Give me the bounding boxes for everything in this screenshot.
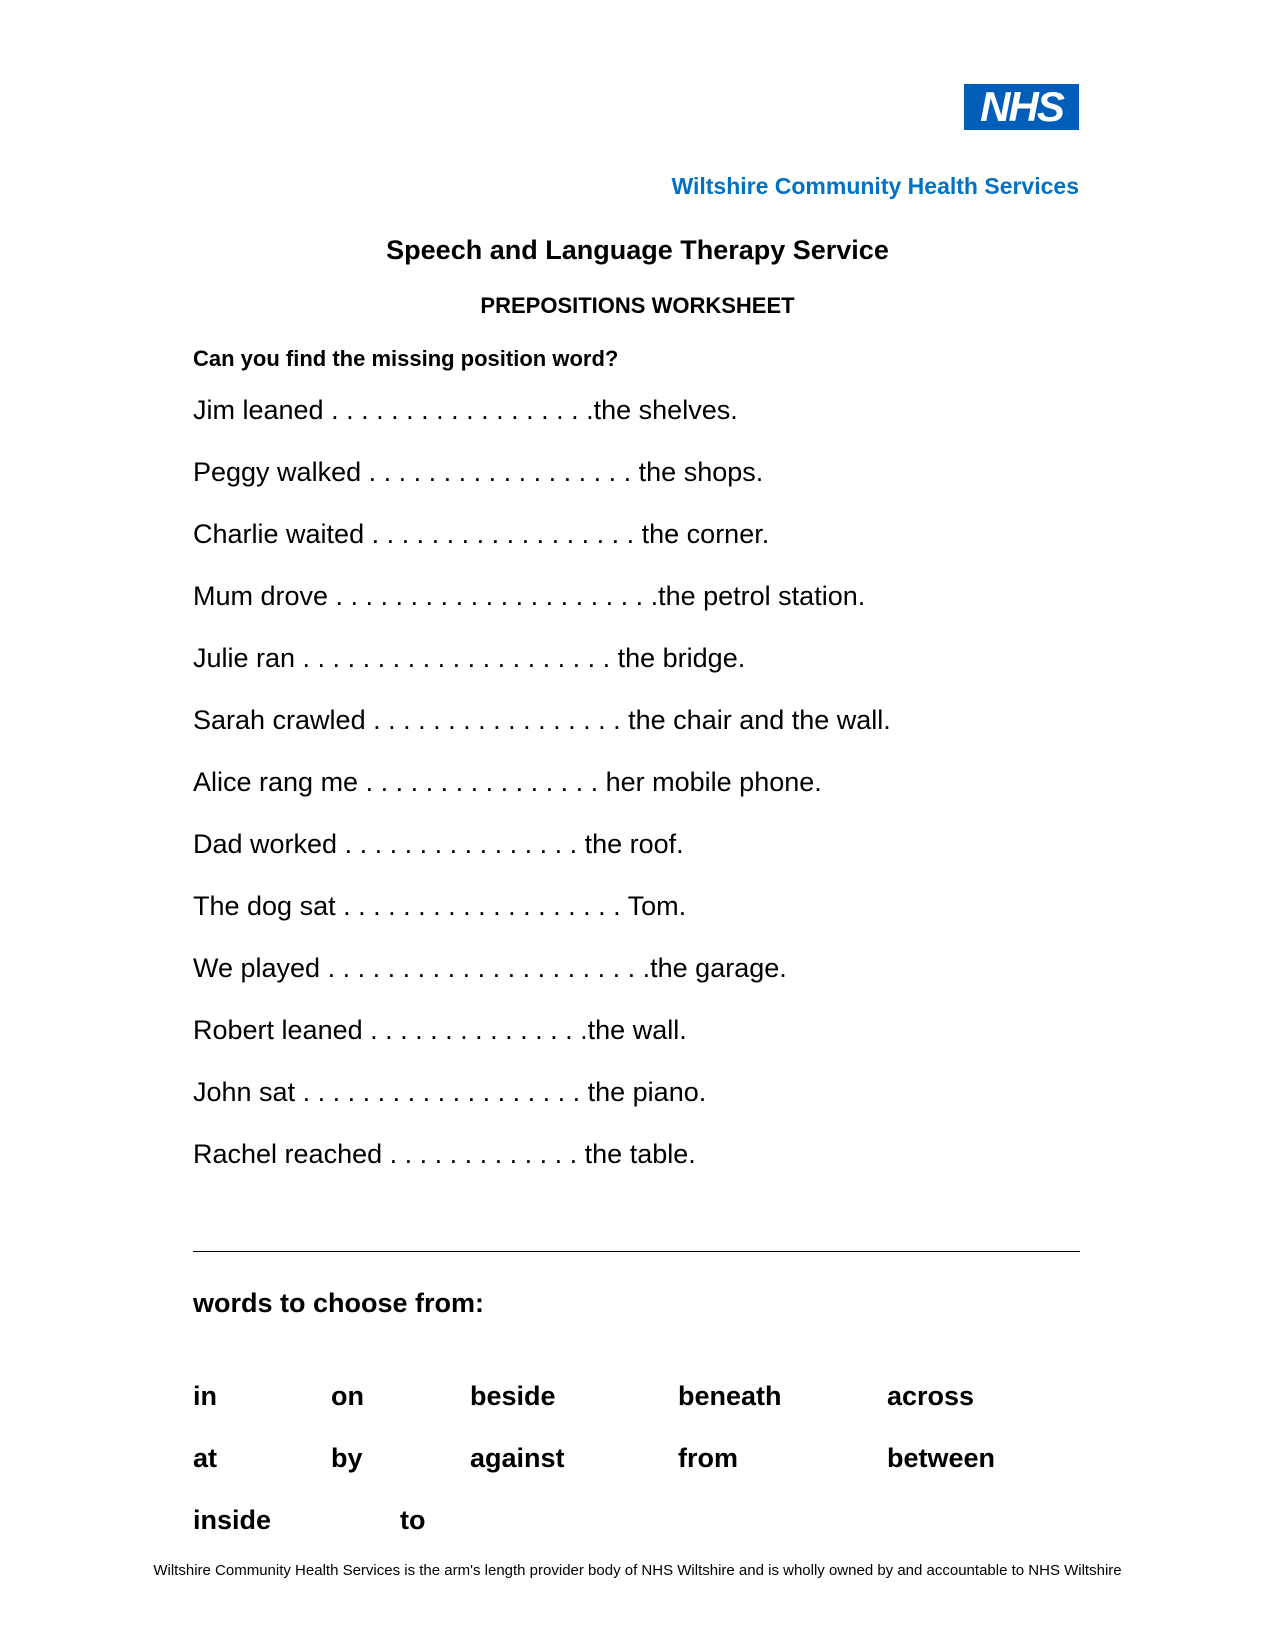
page-title: Speech and Language Therapy Service bbox=[386, 235, 889, 265]
word-bank-heading: words to choose from: bbox=[193, 1288, 485, 1318]
sentence-10: We played . . . . . . . . . . . . . . . . . . . . . .the garage. bbox=[193, 953, 787, 983]
worksheet-subtitle: PREPOSITIONS WORKSHEET bbox=[480, 293, 795, 318]
instruction-text: Can you find the missing position word? bbox=[193, 346, 619, 371]
word-bank-word: by bbox=[331, 1443, 363, 1473]
word-bank-word: on bbox=[331, 1381, 364, 1411]
word-bank-word: in bbox=[193, 1381, 217, 1411]
sentence-2: Peggy walked . . . . . . . . . . . . . . . . . . the shops. bbox=[193, 457, 764, 487]
word-bank-word: from bbox=[678, 1443, 738, 1473]
word-bank-word: inside bbox=[193, 1505, 272, 1535]
sentence-9: The dog sat . . . . . . . . . . . . . . . . . . . Tom. bbox=[193, 891, 687, 921]
word-bank-word: between bbox=[887, 1443, 996, 1473]
word-bank-word: against bbox=[470, 1443, 565, 1473]
sentence-3: Charlie waited . . . . . . . . . . . . . . . . . . the corner. bbox=[193, 519, 770, 549]
word-bank-word: across bbox=[887, 1381, 975, 1411]
divider-line bbox=[193, 1251, 1080, 1252]
nhs-logo bbox=[964, 84, 1079, 130]
organization-name: Wiltshire Community Health Services bbox=[671, 173, 1079, 199]
sentence-5: Julie ran . . . . . . . . . . . . . . . . . . . . . the bridge. bbox=[193, 643, 746, 673]
sentence-8: Dad worked . . . . . . . . . . . . . . . . the roof. bbox=[193, 829, 684, 859]
sentence-6: Sarah crawled . . . . . . . . . . . . . . . . . the chair and the wall. bbox=[193, 705, 891, 735]
word-bank-word: beneath bbox=[678, 1381, 782, 1411]
sentence-13: Rachel reached . . . . . . . . . . . . . the table. bbox=[193, 1139, 696, 1169]
sentence-11: Robert leaned . . . . . . . . . . . . . . .the wall. bbox=[193, 1015, 687, 1045]
word-bank-word: beside bbox=[470, 1381, 556, 1411]
word-bank-word: to bbox=[400, 1505, 426, 1535]
sentence-1: Jim leaned . . . . . . . . . . . . . . . . . .the shelves. bbox=[193, 395, 738, 425]
sentence-7: Alice rang me . . . . . . . . . . . . . . . . her mobile phone. bbox=[193, 767, 822, 797]
nhs-logo-text: NHS bbox=[980, 83, 1063, 130]
word-bank-word: at bbox=[193, 1443, 218, 1473]
sentence-12: John sat . . . . . . . . . . . . . . . . . . . the piano. bbox=[193, 1077, 707, 1107]
footer-text: Wiltshire Community Health Services is the arm's length provider body of NHS Wiltshire and is wholly owned by and accountable to NHS Wiltshire bbox=[153, 1562, 1122, 1579]
sentence-4: Mum drove . . . . . . . . . . . . . . . . . . . . . .the petrol station. bbox=[193, 581, 866, 611]
